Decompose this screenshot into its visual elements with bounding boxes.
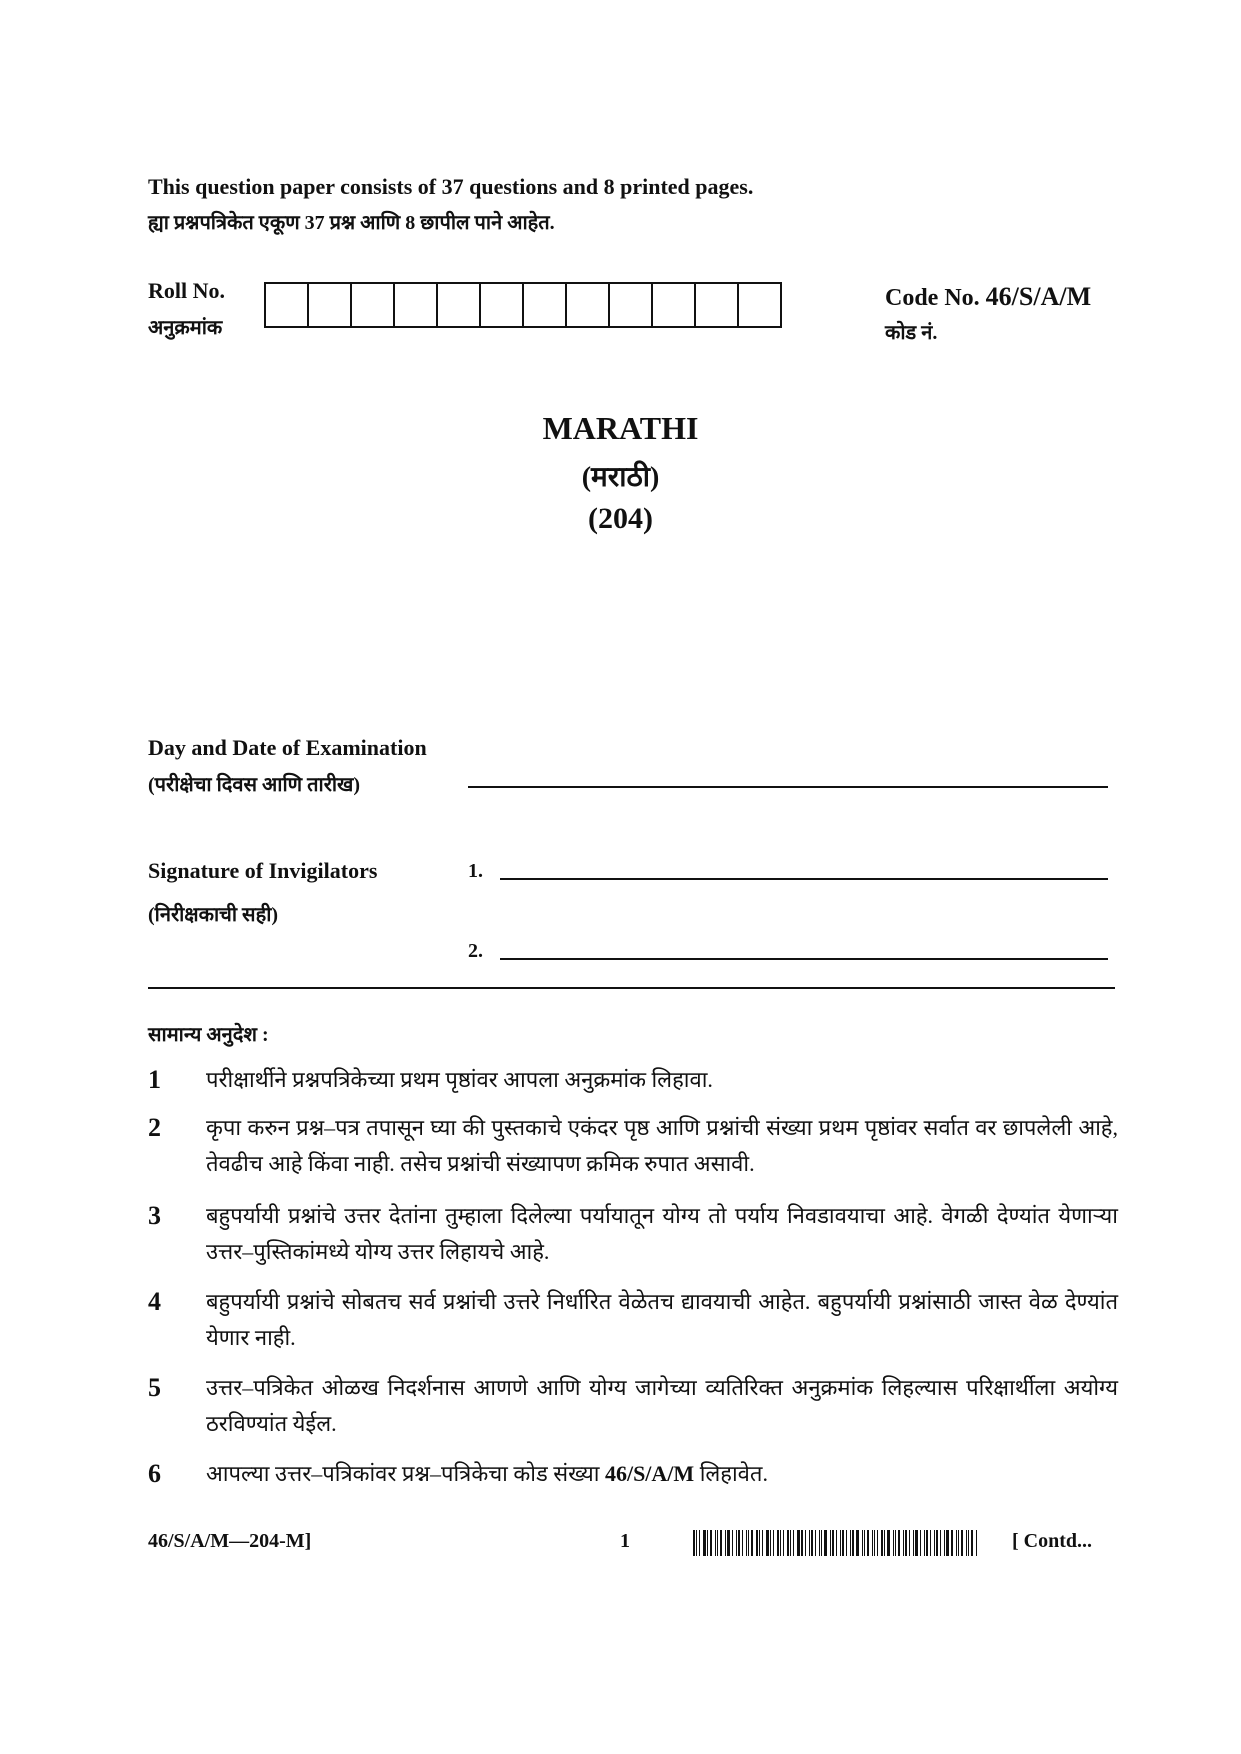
instruction-item: [148, 1284, 1118, 1356]
barcode-image: [693, 1530, 998, 1556]
roll-label-marathi: अनुक्रमांक: [148, 317, 223, 339]
roll-box: [395, 282, 438, 328]
instruction-number: 5: [148, 1373, 161, 1402]
instruction-code: 46/S/A/M: [604, 1461, 695, 1486]
intro-english: This question paper consists of 37 questions and 8 printed pages.: [148, 174, 754, 199]
code-number: [885, 282, 1091, 312]
instruction-number: 4: [148, 1287, 161, 1316]
instruction-text: [206, 1456, 1118, 1492]
instruction-number: 3: [148, 1201, 161, 1230]
instruction-text: कृपा करुन प्रश्न–पत्र तपासून घ्या की पुस्तकाचे एकंदर पृष्ठ आणि प्रश्नांची संख्या प्रथम पृष्ठांवर सर्वात वर छापलेली आहे, तेवढीच आहे किंवा नाही. तसेच प्रश्नांची संख्यापण क्रमिक रुपात असावी.: [206, 1115, 1118, 1176]
roll-box: [352, 282, 395, 328]
instruction-text: परीक्षार्थीने प्रश्नपत्रिकेच्या प्रथम पृष्ठांवर आपला अनुक्रमांक लिहावा.: [206, 1067, 713, 1092]
roll-box: [481, 282, 524, 328]
date-label-english: Day and Date of Examination: [148, 735, 427, 760]
date-label-marathi: (परीक्षेचा दिवस आणि तारीख): [148, 774, 361, 796]
signature-label-marathi: (निरीक्षकाची सही): [148, 904, 279, 926]
instruction-item: [148, 1062, 1118, 1098]
instruction-item: [148, 1370, 1118, 1442]
roll-box: [567, 282, 610, 328]
instruction-number: 2: [148, 1113, 161, 1142]
code-label: Code No.: [885, 285, 980, 311]
subject-title-marathi: (मराठी): [581, 462, 660, 493]
instruction-item: [148, 1198, 1118, 1270]
divider-rule: [148, 987, 1115, 989]
intro-marathi: ह्या प्रश्नपत्रिकेत एकूण 37 प्रश्न आणि 8 छापील पाने आहेत.: [148, 212, 555, 234]
roll-box: [610, 282, 653, 328]
roll-box: [309, 282, 352, 328]
roll-box: [438, 282, 481, 328]
code-label-marathi: कोड नं.: [885, 322, 938, 344]
signature-2-number: 2.: [468, 940, 483, 962]
footer-contd: [ Contd...: [1012, 1530, 1093, 1552]
roll-number-boxes: [264, 282, 782, 328]
instruction-item: [148, 1110, 1118, 1182]
roll-box: [696, 282, 739, 328]
signature-2-line: [500, 958, 1108, 960]
subject-code: (204): [588, 502, 653, 535]
instruction-text: उत्तर–पत्रिकेत ओळख निदर्शनास आणणे आणि योग्य जागेच्या व्यतिरिक्त अनुक्रमांक लिहल्यास परिक्षार्थीला अयोग्य ठरविण्यांत येईल.: [206, 1375, 1118, 1436]
roll-box: [524, 282, 567, 328]
roll-box: [266, 282, 309, 328]
date-line: [468, 786, 1108, 788]
subject-title: MARATHI: [542, 410, 699, 446]
signature-label-english: Signature of Invigilators: [148, 858, 378, 883]
roll-box: [653, 282, 696, 328]
signature-1-number: 1.: [468, 860, 483, 882]
instruction-number: 1: [148, 1065, 161, 1094]
instruction-text: बहुपर्यायी प्रश्नांचे सोबतच सर्व प्रश्नांची उत्तरे निर्धारित वेळेतच द्यावयाची आहेत. बहुपर्यायी प्रश्नांसाठी जास्त वेळ देण्यांत येणार नाही.: [206, 1289, 1118, 1350]
instructions-heading: सामान्य अनुदेश :: [148, 1024, 269, 1046]
code-value: 46/S/A/M: [985, 282, 1092, 311]
instruction-text: बहुपर्यायी प्रश्नांचे उत्तर देतांना तुम्हाला दिलेल्या पर्यायातून योग्य तो पर्याय निवडावयाचा आहे. वेगळी देण्यांत येणाऱ्या उत्तर–पुस्तिकांमध्ये योग्य उत्तर लिहायचे आहे.: [206, 1203, 1118, 1264]
instruction-text-after: लिहावेत.: [699, 1461, 768, 1486]
instruction-text-before: आपल्या उत्तर–पत्रिकांवर प्रश्न–पत्रिकेचा कोड संख्या: [206, 1461, 600, 1486]
roll-label-english: Roll No.: [148, 278, 225, 303]
footer-page-number: 1: [620, 1530, 630, 1552]
roll-box: [739, 282, 782, 328]
instruction-item: [148, 1456, 1118, 1492]
footer-paper-code: 46/S/A/M—204-M]: [148, 1530, 312, 1552]
signature-1-line: [500, 878, 1108, 880]
instruction-number: 6: [148, 1459, 161, 1488]
